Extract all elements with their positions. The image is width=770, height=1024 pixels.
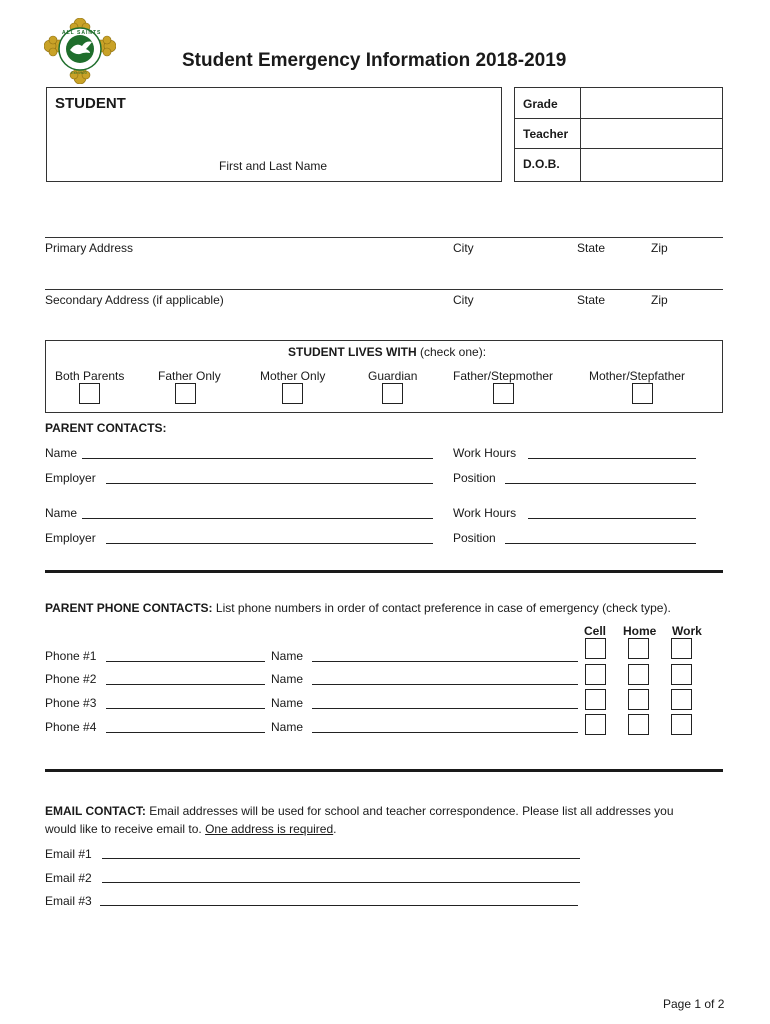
phone1-name-label: Name <box>271 649 304 663</box>
home-type-header: Home <box>623 624 657 638</box>
email3-field[interactable] <box>100 905 578 906</box>
email2-field[interactable] <box>102 882 580 883</box>
dob-label: D.O.B. <box>523 157 560 171</box>
parent-contacts-heading: PARENT CONTACTS: <box>45 421 167 435</box>
email-contact-line2-post: . <box>333 822 337 836</box>
phone3-label: Phone #3 <box>45 696 97 710</box>
phone4-work-checkbox[interactable] <box>671 714 692 735</box>
parent1-work-hours-field[interactable] <box>528 458 696 459</box>
teacher-label: Teacher <box>523 127 569 141</box>
phone4-cell-checkbox[interactable] <box>585 714 606 735</box>
email-contact-line2-pre: would like to receive email to. <box>45 822 206 836</box>
phone4-name-field[interactable] <box>312 732 578 733</box>
option-father-stepmother-label: Father/Stepmother <box>453 369 554 383</box>
teacher-field[interactable] <box>581 119 722 148</box>
primary-state-label: State <box>577 241 606 255</box>
parent2-work-hours-label: Work Hours <box>453 506 517 520</box>
phone2-work-checkbox[interactable] <box>671 664 692 685</box>
phone3-name-label: Name <box>271 696 304 710</box>
parent1-employer-label: Employer <box>45 471 96 485</box>
cell-type-header: Cell <box>584 624 607 638</box>
parent1-position-label: Position <box>453 471 496 485</box>
grade-label: Grade <box>523 97 558 111</box>
dob-field[interactable] <box>581 149 722 181</box>
phone4-field[interactable] <box>106 732 265 733</box>
phone1-name-field[interactable] <box>312 661 578 662</box>
logo-text-top: ALL SAINTS <box>62 30 102 36</box>
phone1-field[interactable] <box>106 661 265 662</box>
primary-zip-label: Zip <box>651 241 668 255</box>
secondary-zip-label: Zip <box>651 293 668 307</box>
father-stepmother-checkbox[interactable] <box>493 383 514 404</box>
option-guardian-label: Guardian <box>368 369 418 383</box>
phone2-name-label: Name <box>271 672 304 686</box>
mother-stepfather-checkbox[interactable] <box>632 383 653 404</box>
phone2-field[interactable] <box>106 684 265 685</box>
parent1-name-field[interactable] <box>82 458 433 459</box>
parent2-work-hours-field[interactable] <box>528 518 696 519</box>
email1-label: Email #1 <box>45 847 92 861</box>
phone-contacts-heading <box>45 601 671 615</box>
school-logo <box>44 18 116 84</box>
father-only-checkbox[interactable] <box>175 383 196 404</box>
email-required-note: One address is required <box>205 822 334 836</box>
page-title: Student Emergency Information 2018-2019 <box>182 50 567 71</box>
parent2-employer-field[interactable] <box>106 543 433 544</box>
email1-field[interactable] <box>102 858 580 859</box>
secondary-state-label: State <box>577 293 606 307</box>
option-father-only-label: Father Only <box>158 369 221 383</box>
parent2-name-field[interactable] <box>82 518 433 519</box>
grade-field[interactable] <box>581 88 722 118</box>
phone1-work-checkbox[interactable] <box>671 638 692 659</box>
phone2-cell-checkbox[interactable] <box>585 664 606 685</box>
section-divider-1 <box>45 570 723 573</box>
option-mother-stepfather-label: Mother/Stepfather <box>589 369 686 383</box>
phone3-name-field[interactable] <box>312 708 578 709</box>
email3-label: Email #3 <box>45 894 92 908</box>
email-contact-heading: EMAIL CONTACT: <box>45 804 146 818</box>
lives-with-heading-rest: (check one): <box>416 345 487 359</box>
phone3-field[interactable] <box>106 708 265 709</box>
parent2-name-label: Name <box>45 506 78 520</box>
phone2-home-checkbox[interactable] <box>628 664 649 685</box>
option-mother-only-label: Mother Only <box>260 369 326 383</box>
option-both-parents-label: Both Parents <box>55 369 125 383</box>
primary-address-line[interactable] <box>45 237 723 238</box>
parent1-employer-field[interactable] <box>106 483 433 484</box>
lives-with-heading <box>288 345 486 359</box>
secondary-address-label: Secondary Address (if applicable) <box>45 293 224 307</box>
logo-text-bottom: Est 1920 <box>71 70 87 75</box>
primary-address-label: Primary Address <box>45 241 134 255</box>
secondary-city-label: City <box>453 293 474 307</box>
phone1-cell-checkbox[interactable] <box>585 638 606 659</box>
parent2-employer-label: Employer <box>45 531 96 545</box>
phone3-work-checkbox[interactable] <box>671 689 692 710</box>
work-type-header: Work <box>672 624 702 638</box>
phone3-cell-checkbox[interactable] <box>585 689 606 710</box>
primary-city-label: City <box>453 241 474 255</box>
phone1-home-checkbox[interactable] <box>628 638 649 659</box>
email2-label: Email #2 <box>45 871 92 885</box>
phone4-home-checkbox[interactable] <box>628 714 649 735</box>
email-contact-line2 <box>45 822 337 836</box>
parent1-position-field[interactable] <box>505 483 696 484</box>
email-contact-line1 <box>45 804 674 818</box>
phone2-label: Phone #2 <box>45 672 97 686</box>
phone-contacts-heading-rest: List phone numbers in order of contact preference in case of emergency (check type). <box>212 601 671 615</box>
phone3-home-checkbox[interactable] <box>628 689 649 710</box>
phone1-label: Phone #1 <box>45 649 97 663</box>
email-contact-line1-rest: Email addresses will be used for school and teacher correspondence. Please list all addresses you <box>145 804 674 818</box>
mother-only-checkbox[interactable] <box>282 383 303 404</box>
secondary-address-line[interactable] <box>45 289 723 290</box>
parent1-work-hours-label: Work Hours <box>453 446 517 460</box>
both-parents-checkbox[interactable] <box>79 383 100 404</box>
phone4-name-label: Name <box>271 720 304 734</box>
phone2-name-field[interactable] <box>312 684 578 685</box>
student-name-caption: First and Last Name <box>219 159 328 173</box>
phone4-label: Phone #4 <box>45 720 97 734</box>
guardian-checkbox[interactable] <box>382 383 403 404</box>
parent1-name-label: Name <box>45 446 78 460</box>
parent2-position-label: Position <box>453 531 496 545</box>
page-number: Page 1 of 2 <box>663 997 725 1011</box>
lives-with-heading-bold: STUDENT LIVES WITH <box>288 345 417 359</box>
section-divider-2 <box>45 769 723 772</box>
parent2-position-field[interactable] <box>505 543 696 544</box>
phone-contacts-heading-bold: PARENT PHONE CONTACTS: <box>45 601 213 615</box>
student-heading: STUDENT <box>55 95 126 112</box>
